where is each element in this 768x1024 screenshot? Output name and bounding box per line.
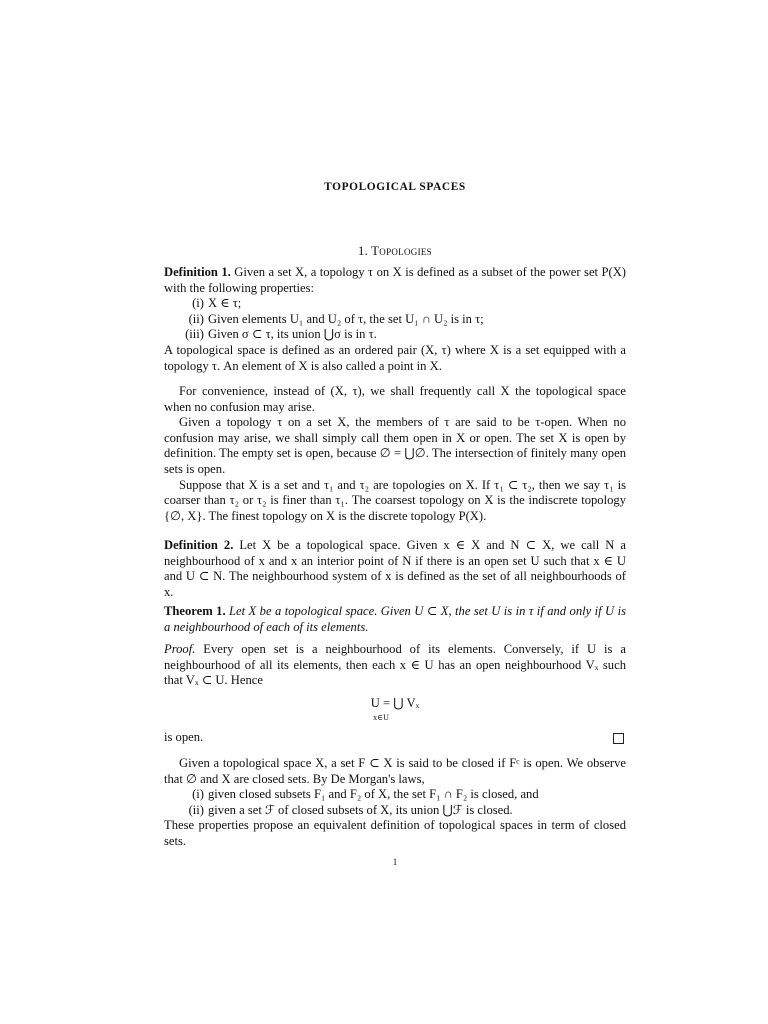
document-page: [164, 0, 626, 1024]
list-item-number: (ii): [188, 311, 204, 326]
paragraph-coarser-finer: Suppose that X is a set and τ₁ and τ₂ are topologies on X. If τ₁ ⊂ τ₂, then we say τ₁ is coarser than τ₂ or τ₂ is finer than τ₁. The coarsest topology on X is the indiscrete topology {∅, X}. The finest topology on X is the discrete topology P(X).: [164, 477, 626, 523]
definition-1-after: A topological space is defined as an ordered pair (X, τ) where X is a set equipped with a topology τ. An element of X is also called a point in X.: [164, 342, 626, 373]
proof-equation: [164, 696, 626, 712]
proof-label: Proof.: [164, 642, 196, 656]
equation-text: U = ⋃ Vₓ: [370, 696, 420, 710]
proof-end: [164, 730, 626, 746]
list-item-text: Given elements U₁ and U₂ of τ, the set U₁ ∩ U₂ is in τ;: [208, 311, 484, 326]
list-item: [164, 296, 626, 312]
list-item: [164, 312, 626, 328]
list-item-text: given closed subsets F₁ and F₂ of X, the set F₁ ∩ F₂ is closed, and: [208, 787, 539, 802]
list-item-text: given a set ℱ of closed subsets of X, its union ⋃ℱ is closed.: [208, 802, 513, 817]
list-item: [164, 327, 626, 343]
theorem-1-text: Let X be a topological space. Given U ⊂ X, the set U is in τ if and only if U is a neighbourhood of each of its elements.: [164, 604, 626, 634]
definition-2-label: Definition 2.: [164, 538, 234, 552]
list-item-number: (ii): [188, 802, 204, 817]
proof-text: Every open set is a neighbourhood of its elements. Conversely, if U is a neighbourhood of all its elements, then each x ∈ U has an open neighbourhood Vₓ such that Vₓ ⊂ U. Hence: [164, 642, 626, 688]
section-heading: 1. Topologies: [358, 244, 432, 258]
theorem-1-label: Theorem 1.: [164, 604, 226, 618]
page-number: 1: [392, 857, 398, 867]
list-item-text: Given σ ⊂ τ, its union ⋃σ is in τ.: [208, 327, 377, 342]
list-item-number: (iii): [185, 327, 204, 342]
body-paragraphs: [164, 384, 626, 524]
list-item-text: X ∈ τ;: [208, 296, 242, 311]
definition-1-label: Definition 1.: [164, 265, 231, 279]
qed-square-icon: [613, 733, 624, 744]
closed-sets-after: These properties propose an equivalent definition of topological spaces in term of closed sets.: [164, 818, 626, 848]
definition-2: [164, 538, 626, 600]
list-item: [164, 803, 626, 819]
closed-sets-list: [164, 787, 626, 818]
theorem-1: [164, 604, 626, 635]
definition-1-list: [164, 296, 626, 343]
list-item: [164, 787, 626, 803]
closed-sets: [164, 756, 626, 850]
proof-end-text: is open.: [164, 730, 204, 744]
paragraph-open-sets: Given a topology τ on a set X, the members of τ are said to be τ-open. When no confusion may arise, we shall simply call them open in X or open. The set X is open by definition. The empty set is open, because ∅ = ⋃∅. The intersection of finitely many open sets is open.: [164, 415, 626, 476]
proof: [164, 642, 626, 689]
paragraph-convenience: For convenience, instead of (X, τ), we shall frequently call X the topological space when no confusion may arise.: [164, 384, 626, 414]
closed-sets-intro: Given a topological space X, a set F ⊂ X is said to be closed if Fᶜ is open. We observe that ∅ and X are closed sets. By De Morgan's laws,: [164, 756, 626, 786]
definition-1-text: Given a set X, a topology τ on X is defined as a subset of the power set P(X) with the following properties:: [164, 265, 627, 295]
list-item-number: (i): [192, 296, 204, 311]
definition-2-text: Let X be a topological space. Given x ∈ X and N ⊂ X, we call N a neighbourhood of x and x an interior point of N if there is an open set U such that x ∈ U and U ⊂ N. The neighbourhood system of x is defined as the set of all neighbourhoods of x.: [164, 538, 626, 599]
definition-1: [164, 265, 626, 374]
equation-subscript: x∈U: [373, 713, 389, 722]
list-item-number: (i): [192, 787, 204, 802]
document-title: TOPOLOGICAL SPACES: [324, 181, 466, 193]
